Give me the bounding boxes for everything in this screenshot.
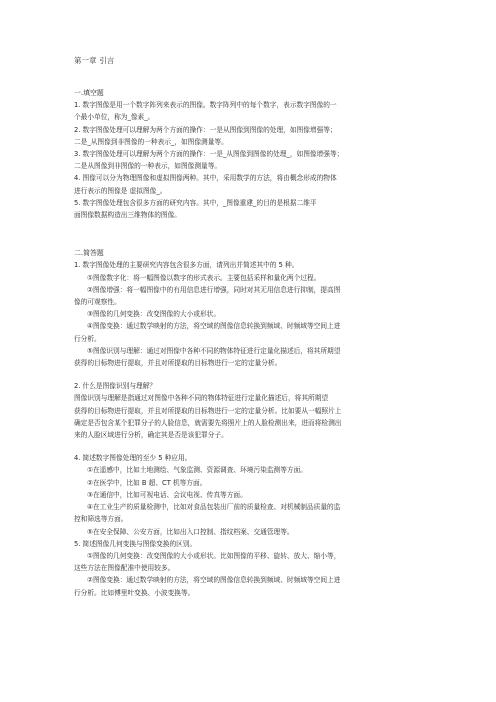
fill-line: 3. 数字图像处理可以理解为两个方面的操作：一是_从图像到图像的处理_，如图像增强等； — [74, 150, 344, 159]
answer-line: 像的可观察性。 — [74, 298, 121, 307]
fill-line: 2. 数字图像处理可以理解为两个方面的操作：一是从图像到图像的处理，如图像增强等； — [74, 125, 337, 134]
fill-line: 4. 图像可以分为物理图像和虚拟图像两种。其中，采用数学的方法，将由概念形成的物体 — [74, 174, 337, 183]
answer-line: ⑤在安全保障、公安方面，比如出入口控制、指纹档案、交通管理等。 — [87, 527, 294, 536]
answer-line: ①图像的几何变换：改变图像的大小或形状。比如图像的平移、旋转、放大、缩小等， — [87, 551, 341, 560]
answer-line: ⑤图像识别与理解：通过对图像中各种不同的物体特征进行定量化描述后，将其所期望 — [87, 346, 341, 355]
answer-line: 控和筛选等方面。 — [74, 515, 128, 524]
question-2: 2. 什么是图像识别与理解？ — [74, 382, 157, 391]
fill-line: 5. 数字图像处理包含很多方面的研究内容。其中，_图像重建_的目的是根据二维平 — [74, 198, 317, 207]
fill-in-heading: 一.填空题 — [74, 89, 104, 97]
answer-line: ③在通信中，比如可视电话、会议电视、传真等方面。 — [87, 490, 247, 499]
answer-line: 行分析。 — [74, 334, 101, 343]
fill-line: 个最小单位，称为_像素_。 — [74, 113, 155, 122]
chapter-title: 第一章 引言 — [74, 56, 115, 65]
document-page — [74, 55, 436, 599]
answer-line: 获得的目标物进行提取，并且对所提取的目标物进行一定的定量分析。比如要从一幅照片上 — [74, 406, 342, 415]
answer-line: ②图像变换：通过数学映射的方法，将空域的图像信息转换到频域、时频域等空间上进 — [87, 576, 341, 585]
answer-line: ④图像变换：通过数学映射的方法，将空域的图像信息转换到频域、时频域等空间上进 — [87, 322, 341, 331]
question-5: 5. 简述图像几何变换与图像变换的区别。 — [74, 539, 197, 548]
question-4: 4. 简述数字图像处理的至少 5 种应用。 — [74, 454, 192, 463]
fill-line: 面图像数据构造出三维物体的图像。 — [74, 211, 181, 220]
answer-line: 确定是否包含某个犯罪分子的人脸信息，就需要先将照片上的人脸检测出来，进而将检测出 — [74, 418, 342, 427]
answer-line: ①在遥感中，比如土地测绘、气象监测、资源调查、环境污染监测等方面。 — [87, 466, 307, 475]
answer-line: 行分析。比如傅里叶变换、小波变换等。 — [74, 588, 195, 597]
fill-line: 进行表示的图像是 虚拟图像_。 — [74, 186, 167, 195]
answer-line: 来的人脸区域进行分析，确定其是否是该犯罪分子。 — [74, 431, 228, 440]
fill-line: 二是从图像到非图像的一种表示，如图像测量等。 — [74, 162, 222, 171]
answer-line: ①图像数字化：将一幅图像以数字的形式表示。主要包括采样和量化两个过程。 — [87, 273, 321, 282]
fill-line: 1. 数字图像是用一个数字阵列来表示的图像。数字阵列中的每个数字，表示数字图像的一 — [74, 101, 337, 110]
answer-line: 获得的目标物进行提取，并且对所提取的目标物进行一定的定量分析。 — [74, 359, 282, 368]
fill-line: 二是_从图像到非图像的一种表示_，如图像测量等。 — [74, 137, 228, 146]
answer-line: 图像识别与理解是指通过对图像中各种不同的物体特征进行定量化描述后，将其所期望 — [74, 394, 329, 403]
short-answer-heading: 二.简答题 — [74, 249, 104, 258]
answer-line: ②图像增强：将一幅图像中的有用信息进行增强，同时对其无用信息进行抑制，提高图 — [87, 285, 341, 294]
answer-line: 这些方法在图像配准中使用较多。 — [74, 564, 175, 573]
answer-line: ②在医学中，比如 B 超、CT 机等方面。 — [87, 478, 207, 487]
answer-line: ④在工业生产的质量检测中，比如对食品包装出厂前的质量检查、对机械制品质量的监 — [87, 503, 341, 512]
question-1: 1. 数字图像处理的主要研究内容包含很多方面，请列出并简述其中的 5 种。 — [74, 261, 299, 270]
answer-line: ③图像的几何变换：改变图像的大小或形状。 — [87, 310, 221, 319]
